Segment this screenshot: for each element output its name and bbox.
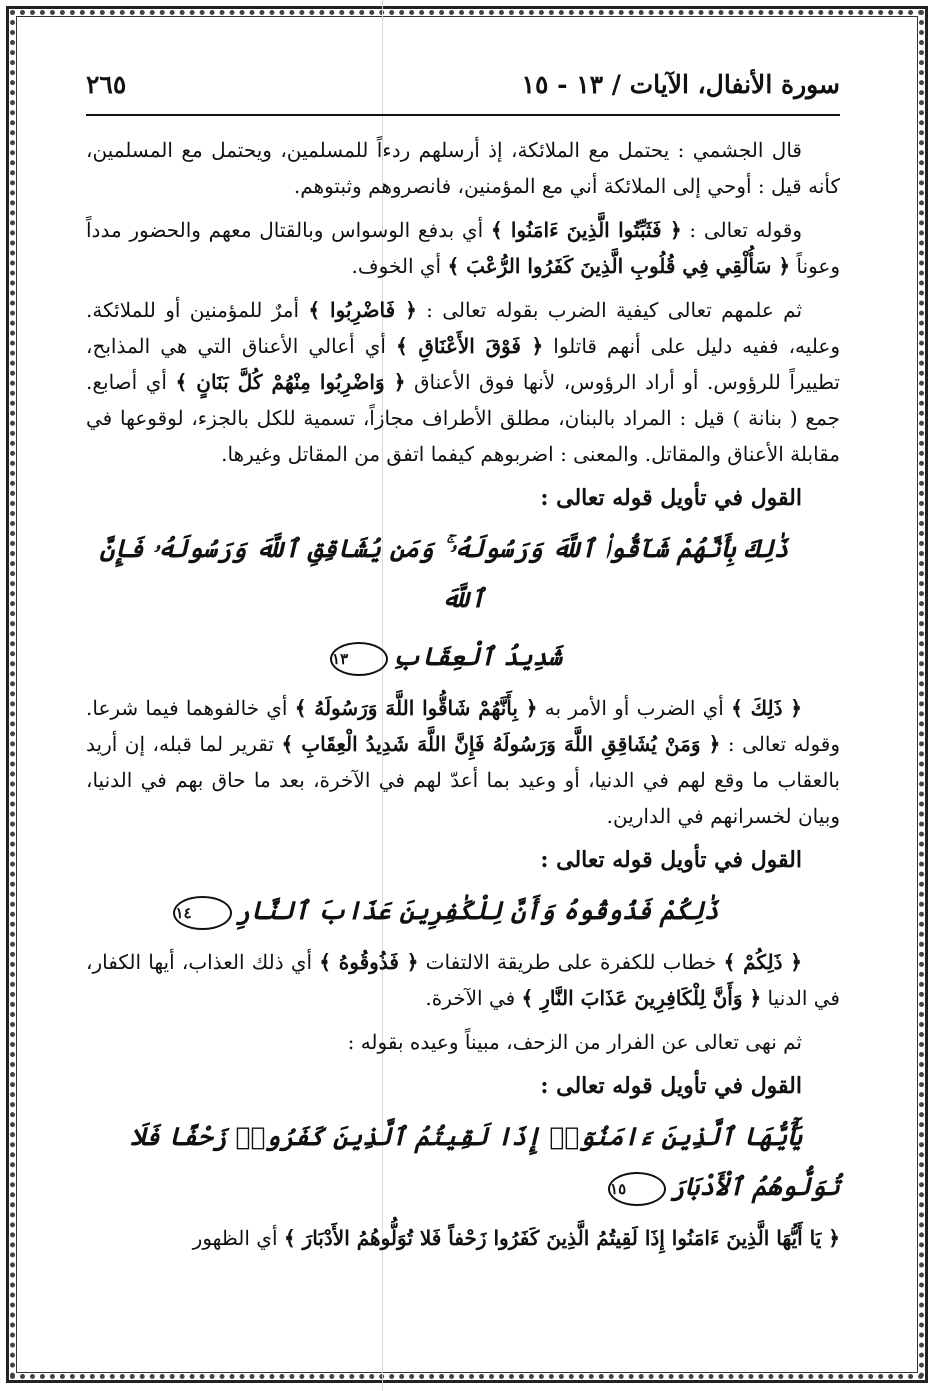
verse-text: شَدِيدُ ٱلْعِقَابِ <box>392 642 562 671</box>
text-run: أي الخوف. <box>351 254 448 278</box>
text-run: أي بدفع الوسواس وبالقتال معهم والحضور مدداً وعوناً <box>86 218 840 278</box>
verse-13-line-2 <box>86 632 840 682</box>
verse-15 <box>86 1112 840 1212</box>
section-heading-1: القول في تأويل قوله تعالى : <box>540 485 802 511</box>
section-heading-2: القول في تأويل قوله تعالى : <box>540 847 802 873</box>
section-heading-3: القول في تأويل قوله تعالى : <box>540 1073 802 1099</box>
quran-quote: ﴿ ذَلِكُمْ ﴾ <box>723 950 803 974</box>
text-run: تقرير لما قبله، إن أريد بالعقاب ما وقع لهم في الدنيا، أو وعيد بما أعدّ لهم في الآخرة، بعد ما حاق بهم في الدنيا، وبيان لخسرانهم في الدارين. <box>86 732 840 828</box>
text-run: أي خالفوهما فيما شرعا. وقوله تعالى : <box>86 696 841 756</box>
quran-quote: ﴿ يَا أَيُّهَا الَّذِينَ ءَامَنُوا إِذَا لَقِيتُمُ الَّذِينَ كَفَرُوا زَحْفاً فَلا تُوَلُّوهُمُ الأَدْبَارَ ﴾ <box>283 1226 840 1250</box>
quran-quote: ﴿ ذَلِكَ ﴾ <box>731 696 803 720</box>
paragraph-6: ثم نهى تعالى عن الفرار من الزحف، مبيناً وعيده بقوله : <box>347 1030 802 1054</box>
page-number: ٢٦٥ <box>86 70 127 99</box>
quran-quote: ﴿ فَاضْرِبُوا ﴾ <box>308 298 417 322</box>
text-run: وقوله تعالى : <box>681 218 802 242</box>
quran-quote: ﴿ وَمَنْ يُشَاقِقِ اللَّهَ وَرَسُولَهُ فَإِنَّ اللَّهَ شَدِيدُ الْعِقَابِ ﴾ <box>281 732 721 756</box>
verse-text: ذَٰلِكُمْ فَذُوقُوهُ وَأَنَّ لِلْكَٰفِرِينَ عَذَابَ ٱلنَّارِ <box>235 896 719 925</box>
text-run: خطاب للكفرة على طريقة الالتفات <box>418 950 724 974</box>
text-run: في الآخرة. <box>425 986 522 1010</box>
paragraph-1: قال الجشمي : يحتمل مع الملائكة، إذ أرسلهم ردءاً للمسلمين، ويحتمل مع المسلمين، كأنه قيل : أوحي إلى الملائكة أني مع المؤمنين، فانصروهم وثبتوهم. <box>86 138 840 198</box>
text-run: أمرٌ للمؤمنين أو للملائكة. وعليه، ففيه دليل على أنهم قاتلوا <box>86 298 841 358</box>
page-body <box>86 132 840 1264</box>
quran-quote: ﴿ بِأَنَّهُمْ شَاقُّوا اللَّهَ وَرَسُولَهُ ﴾ <box>294 696 538 720</box>
text-run: أي أعالي الأعناق التي هي المذابح، تطييراً للرؤوس. أو أراد الرؤوس، لأنها فوق الأعناق <box>86 334 840 394</box>
verse-14 <box>86 886 840 936</box>
text-run: أي الضرب أو الأمر به <box>537 696 732 720</box>
paragraph-7 <box>86 1220 840 1256</box>
text-run: أي الظهور <box>192 1226 284 1250</box>
quran-quote: ﴿ فَثَبِّتُوا الَّذِينَ ءَامَنُوا ﴾ <box>490 218 682 242</box>
verse-13-line-1: ذَٰلِكَ بِأَنَّهُمْ شَآقُّوا۟ ٱللَّهَ وَرَسُولَهُۥ ۚ وَمَن يُشَاقِقِ ٱللَّهَ وَرَسُولَهُۥ فَإِنَّ ٱللَّهَ <box>99 534 789 613</box>
text-run: أي أصابع. جمع ( بنانة ) قيل : المراد بالبنان، مطلق الأطراف مجازاً، تسمية للكل بالجزء، لوقوعها في مقابلة الأعناق والمقاتل. والمعنى : اضربوهم كيفما اتفق من المقاتل وغيرها. <box>86 370 840 466</box>
quran-quote: ﴿ وَاضْرِبُوا مِنْهُمْ كُلَّ بَنَانٍ ﴾ <box>175 370 406 394</box>
ayah-number-badge: ١٤ <box>173 896 231 930</box>
page-header <box>86 66 840 116</box>
text-run: أي ذلك العذاب، أيها الكفار، في الدنيا <box>86 950 840 1010</box>
paragraph-4 <box>86 690 840 834</box>
quran-quote: ﴿ وَأَنَّ لِلْكَافِرِينَ عَذَابَ النَّارِ ﴾ <box>521 986 762 1010</box>
quran-quote: ﴿ فَوْقَ الأَعْنَاقِ ﴾ <box>395 334 544 358</box>
running-title: سورة الأنفال، الآيات / ١٣ - ١٥ <box>521 70 840 99</box>
quran-quote: ﴿ فَذُوقُوهُ ﴾ <box>319 950 419 974</box>
paragraph-5 <box>86 944 840 1016</box>
paragraph-2 <box>86 212 840 284</box>
paragraph-3 <box>86 292 840 472</box>
text-run: ثم علمهم تعالى كيفية الضرب بقوله تعالى : <box>416 298 803 322</box>
ayah-number-badge: ١٣ <box>330 642 388 676</box>
quran-quote: ﴿ سَأُلْقِي فِي قُلُوبِ الَّذِينَ كَفَرُوا الرُّعْبَ ﴾ <box>447 254 791 278</box>
verse-text: يَٰٓأَيُّهَا ٱلَّذِينَ ءَامَنُوٓا۟ إِذَا لَقِيتُمُ ٱلَّذِينَ كَفَرُوا۟ زَحْفًا فَلَا تُوَلُّوهُمُ ٱلْأَدْبَارَ <box>130 1122 840 1201</box>
ayah-number-badge: ١٥ <box>608 1172 666 1206</box>
